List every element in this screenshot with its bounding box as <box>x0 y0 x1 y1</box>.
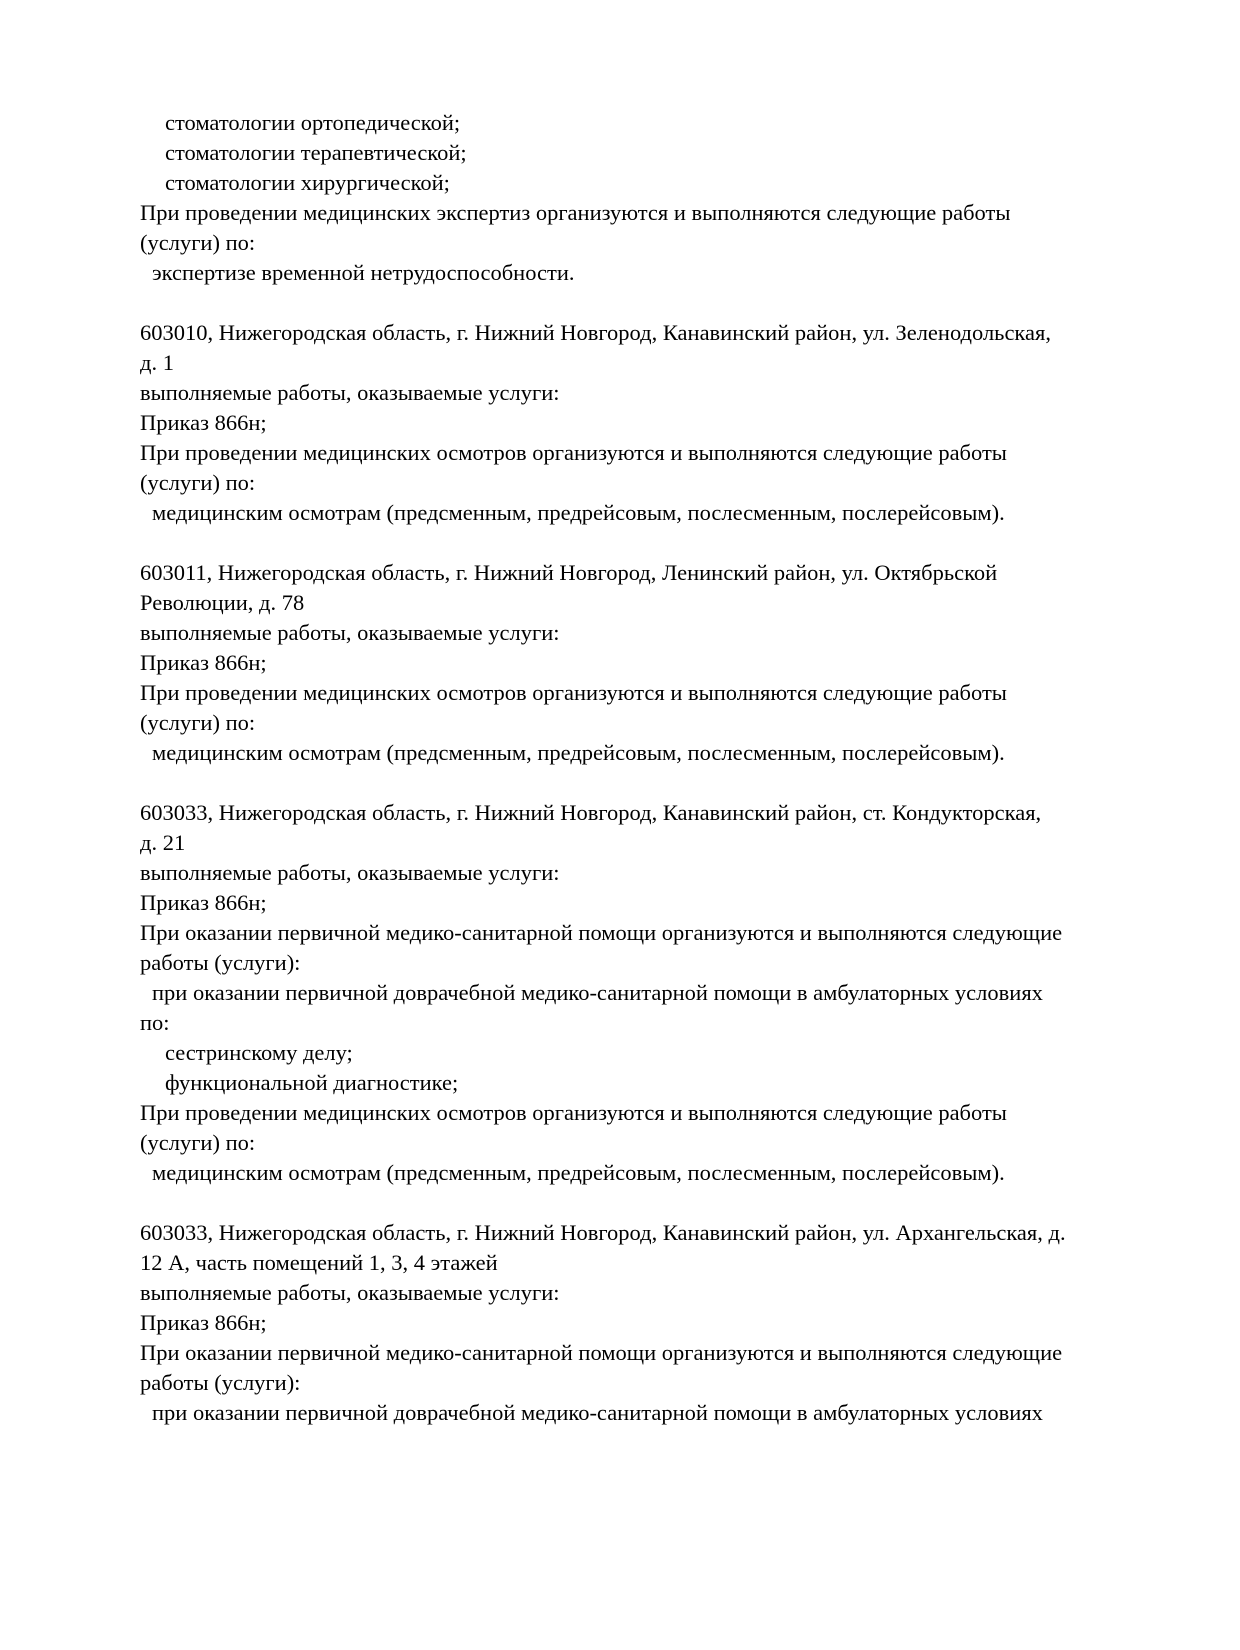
document-text-line: при оказании первичной доврачебной медико-санитарной помощи в амбулаторных условиях <box>152 980 1043 1005</box>
address-section <box>140 108 1150 288</box>
address-section <box>140 558 1150 768</box>
document-text-line: д. 1 <box>140 350 174 375</box>
document-text-line: стоматологии хирургической; <box>165 170 450 195</box>
address-section <box>140 318 1150 528</box>
address-section <box>140 1218 1150 1428</box>
document-text-line: выполняемые работы, оказываемые услуги: <box>140 1280 560 1305</box>
document-text-line: (услуги) по: <box>140 470 256 495</box>
document-text-line: 603033, Нижегородская область, г. Нижний Новгород, Канавинский район, ул. Архангельская, д. <box>140 1220 1066 1245</box>
document-text-line: экспертизе временной нетрудоспособности. <box>152 260 575 285</box>
document-text-line: функциональной диагностике; <box>165 1070 459 1095</box>
document-text-line: 603010, Нижегородская область, г. Нижний Новгород, Канавинский район, ул. Зеленодольская, <box>140 320 1051 345</box>
document-text-line: (услуги) по: <box>140 1130 256 1155</box>
document-text-line: (услуги) по: <box>140 710 256 735</box>
document-text-line: (услуги) по: <box>140 230 256 255</box>
document-text-line: При проведении медицинских осмотров организуются и выполняются следующие работы <box>140 1100 1007 1125</box>
document-text-line: При проведении медицинских осмотров организуются и выполняются следующие работы <box>140 440 1007 465</box>
document-text-line: При проведении медицинских осмотров организуются и выполняются следующие работы <box>140 680 1007 705</box>
document-text-line: 603011, Нижегородская область, г. Нижний Новгород, Ленинский район, ул. Октябрьской <box>140 560 998 585</box>
document-text-line: выполняемые работы, оказываемые услуги: <box>140 620 560 645</box>
document-text-line: При оказании первичной медико-санитарной помощи организуются и выполняются следующие <box>140 1340 1063 1365</box>
document-text-line: выполняемые работы, оказываемые услуги: <box>140 860 560 885</box>
document-text-line: Приказ 866н; <box>140 650 267 675</box>
document-text-line: выполняемые работы, оказываемые услуги: <box>140 380 560 405</box>
document-text-line: Приказ 866н; <box>140 410 267 435</box>
document-text-line: Приказ 866н; <box>140 1310 267 1335</box>
document-text-line: стоматологии ортопедической; <box>165 110 461 135</box>
document-text-line: 12 А, часть помещений 1, 3, 4 этажей <box>140 1250 498 1275</box>
license-address-list <box>140 108 1150 1428</box>
document-text-line: по: <box>140 1010 170 1035</box>
document-text-line: работы (услуги): <box>140 950 301 975</box>
document-text-line: медицинским осмотрам (предсменным, предрейсовым, послесменным, послерейсовым). <box>152 500 1005 525</box>
document-text-line: медицинским осмотрам (предсменным, предрейсовым, послесменным, послерейсовым). <box>152 1160 1005 1185</box>
document-text-line: работы (услуги): <box>140 1370 301 1395</box>
document-text-line: Революции, д. 78 <box>140 590 305 615</box>
document-text-line: д. 21 <box>140 830 186 855</box>
document-text-line: медицинским осмотрам (предсменным, предрейсовым, послесменным, послерейсовым). <box>152 740 1005 765</box>
address-section <box>140 798 1150 1188</box>
document-text-line: стоматологии терапевтической; <box>165 140 467 165</box>
document-text-line: При оказании первичной медико-санитарной помощи организуются и выполняются следующие <box>140 920 1063 945</box>
document-text-line: при оказании первичной доврачебной медико-санитарной помощи в амбулаторных условиях <box>152 1400 1043 1425</box>
document-text-line: 603033, Нижегородская область, г. Нижний Новгород, Канавинский район, ст. Кондукторская, <box>140 800 1042 825</box>
document-text-line: сестринскому делу; <box>165 1040 353 1065</box>
document-text-line: При проведении медицинских экспертиз организуются и выполняются следующие работы <box>140 200 1011 225</box>
document-text-line: Приказ 866н; <box>140 890 267 915</box>
